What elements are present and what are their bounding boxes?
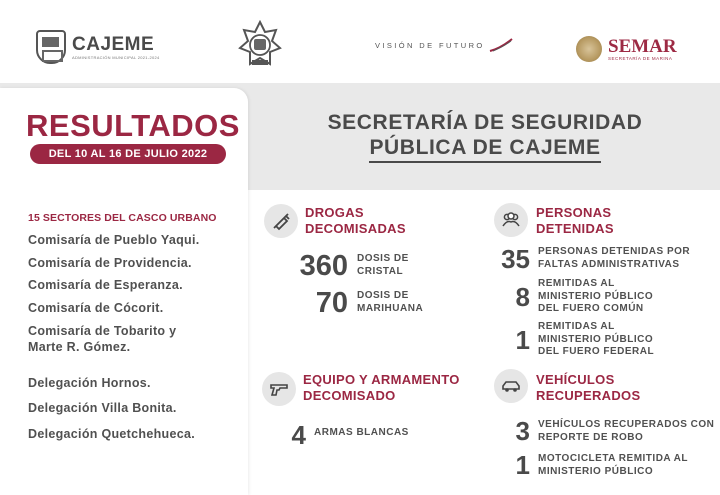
sector-item: Comisaría de Pueblo Yaqui. <box>28 233 200 247</box>
secretaria-title-line2: PÚBLICA DE CAJEME <box>369 135 600 163</box>
sector-item: Delegación Villa Bonita. <box>28 401 177 415</box>
vehiculos-robo-label-line2: REPORTE DE ROBO <box>538 431 644 443</box>
sector-item: Comisaría de Cócorit. <box>28 301 164 315</box>
vehiculos-robo-label-line1: VEHÍCULOS RECUPERADOS CON <box>538 419 715 430</box>
personas-federal-label-line1: REMITIDAS AL <box>538 321 615 332</box>
syringe-icon <box>264 204 298 238</box>
drogas-marihuana-label-line1: DOSIS DE <box>357 290 409 301</box>
equipo-title-line1: EQUIPO Y ARMAMENTO <box>303 372 460 387</box>
drogas-title <box>305 205 406 237</box>
drogas-marihuana-count: 70 <box>315 287 348 319</box>
vehiculos-moto-label <box>538 453 688 478</box>
cajeme-logo <box>36 30 160 64</box>
personas-comun-label <box>538 278 653 316</box>
personas-faltas-label-line1: PERSONAS DETENIDAS POR <box>538 246 691 257</box>
sector-item: Comisaría de Esperanza. <box>28 278 183 292</box>
personas-comun-label-line3: DEL FUERO COMÚN <box>538 303 644 314</box>
personas-faltas-label <box>538 246 690 271</box>
people-icon <box>494 203 528 237</box>
sector-item: Comisaría de Tobarito y <box>28 324 177 338</box>
results-heading: RESULTADOS <box>26 108 240 143</box>
police-badge-logo <box>238 20 282 72</box>
equipo-title <box>303 372 460 404</box>
vehiculos-moto-count: 1 <box>515 450 530 480</box>
sector-item: Marte R. Gómez. <box>28 340 131 354</box>
drogas-cristal-label-line1: DOSIS DE <box>357 253 409 264</box>
logo-bar <box>0 0 720 88</box>
national-seal-icon <box>576 36 602 62</box>
personas-title <box>536 205 614 237</box>
equipo-armas-label: ARMAS BLANCAS <box>314 427 409 438</box>
equipo-title-line2: DECOMISADO <box>303 388 396 403</box>
vehiculos-moto-label-line1: MOTOCICLETA REMITIDA AL <box>538 453 689 464</box>
personas-faltas-count: 35 <box>501 244 530 274</box>
vehiculos-title-line1: VEHÍCULOS <box>536 372 615 387</box>
personas-federal-label-line2: MINISTERIO PÚBLICO <box>538 333 654 345</box>
sectors-title: 15 SECTORES DEL CASCO URBANO <box>28 212 217 224</box>
swoosh-icon <box>489 38 513 52</box>
personas-title-line2: DETENIDAS <box>536 221 614 236</box>
vehiculos-robo-count: 3 <box>515 416 530 446</box>
personas-comun-label-line2: MINISTERIO PÚBLICO <box>538 290 654 302</box>
personas-federal-label-line3: DEL FUERO FEDERAL <box>538 346 655 357</box>
personas-comun-count: 8 <box>515 282 530 312</box>
semar-name: SEMAR <box>608 36 677 57</box>
cajeme-subtitle: ADMINISTRACIÓN MUNICIPAL 2021-2024 <box>72 54 160 60</box>
personas-federal-label <box>538 321 654 359</box>
personas-federal-count: 1 <box>515 325 530 355</box>
equipo-armas-count: 4 <box>291 420 306 450</box>
sector-item: Comisaría de Providencia. <box>28 256 192 270</box>
car-icon <box>494 369 528 403</box>
drogas-title-line2: DECOMISADAS <box>305 221 406 236</box>
personas-comun-label-line1: REMITIDAS AL <box>538 278 615 289</box>
date-range-badge: DEL 10 AL 16 DE JULIO 2022 <box>30 144 226 164</box>
vehiculos-title-line2: RECUPERADOS <box>536 388 641 403</box>
drogas-cristal-label-line2: CRISTAL <box>357 265 404 277</box>
sector-item: Delegación Hornos. <box>28 376 151 390</box>
police-star-icon <box>238 20 282 72</box>
personas-title-line1: PERSONAS <box>536 205 612 220</box>
secretaria-title-line1: SECRETARÍA DE SEGURIDAD <box>327 111 643 134</box>
sector-item: Delegación Quetchehueca. <box>28 427 195 441</box>
vehiculos-moto-label-line2: MINISTERIO PÚBLICO <box>538 465 654 477</box>
semar-subtitle: SECRETARÍA DE MARINA <box>608 56 673 61</box>
drogas-title-line1: DROGAS <box>305 205 364 220</box>
personas-faltas-label-line2: FALTAS ADMINISTRATIVAS <box>538 258 680 270</box>
drogas-cristal-count: 360 <box>299 250 348 282</box>
drogas-cristal-label <box>357 253 409 278</box>
vision-futuro-logo <box>375 38 513 52</box>
drogas-marihuana-label <box>357 290 423 315</box>
drogas-marihuana-label-line2: MARIHUANA <box>357 302 424 314</box>
cajeme-shield-icon <box>36 30 66 64</box>
secretaria-title <box>298 110 672 163</box>
cajeme-name: CAJEME <box>72 33 155 55</box>
semar-logo <box>576 36 677 62</box>
vision-text: VISIÓN DE FUTURO <box>375 40 485 50</box>
vehiculos-title <box>536 372 640 404</box>
pistol-icon <box>262 372 296 406</box>
vehiculos-robo-label <box>538 419 714 444</box>
